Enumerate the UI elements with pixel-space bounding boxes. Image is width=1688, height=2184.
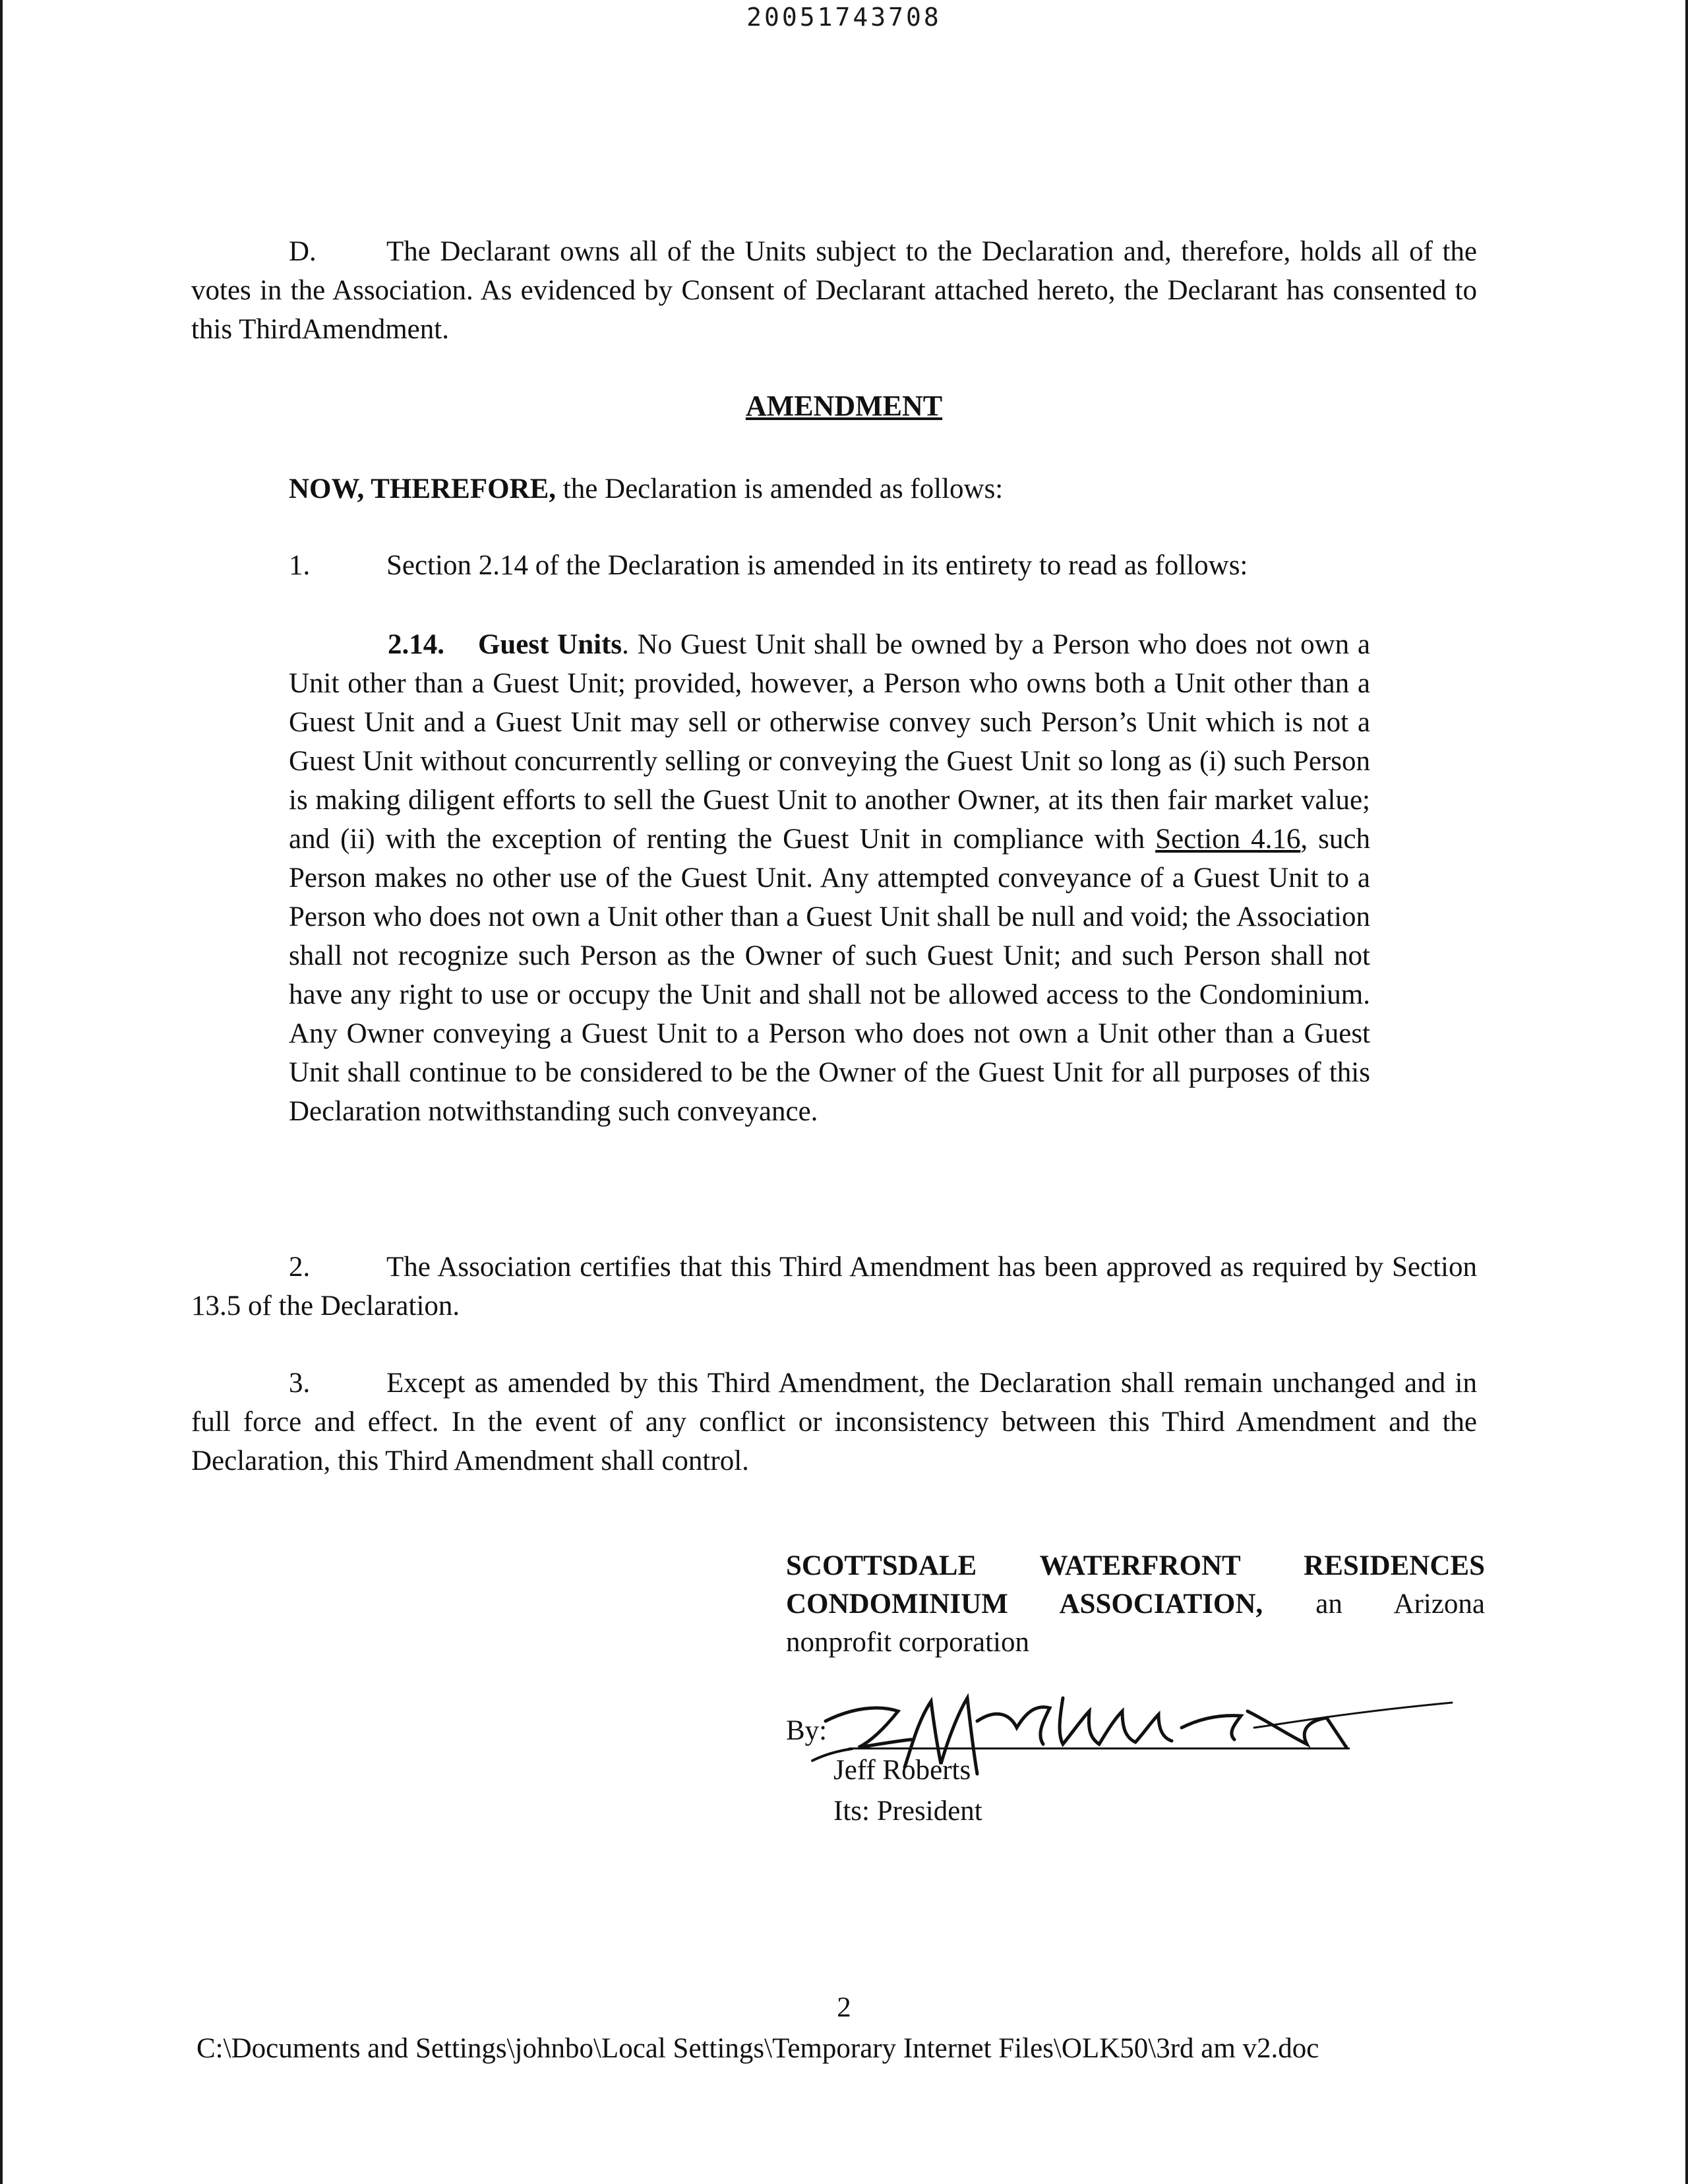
paragraph-d-text: The Declarant owns all of the Units subject to the Declaration and, therefore, holds all of the votes in the Association. As evidenced by Consent of Declarant attached hereto, the Declarant has consented to this ThirdAmendment.	[191, 236, 1477, 345]
entity-name-line2-bold: CONDOMINIUM ASSOCIATION,	[786, 1589, 1263, 1620]
item-2-number: 2.	[289, 1252, 311, 1283]
section-2-14-quote	[289, 625, 1370, 1131]
paragraph-d-label: D.	[289, 236, 316, 267]
entity-name-line2-rest: an Arizona	[1263, 1589, 1486, 1620]
section-2-14-text-after: , such Person makes no other use of the Guest Unit. Any attempted conveyance of a Guest Unit to a Person who does not own a Unit other than a Guest Unit shall be null and void; the Association shall not recognize such Person as the Owner of such Guest Unit; and such Person shall not have any right to use or occupy the Unit and shall not be allowed access to the Condominium. Any Owner conveying a Guest Unit to a Person who does not own a Unit other than a Guest Unit shall continue to be considered to be the Owner of the Guest Unit for all purposes of this Declaration notwithstanding such conveyance.	[289, 824, 1370, 1127]
signature-block	[786, 1547, 1485, 1662]
page-edge-left	[0, 0, 3, 2184]
recording-number: 20051743708	[746, 3, 942, 32]
item-1-text: Section 2.14 of the Declaration is amended in its entirety to read as follows:	[386, 550, 1248, 581]
entity-name-line2	[786, 1585, 1485, 1623]
signer-title: Its: President	[833, 1796, 982, 1827]
item-2	[191, 1248, 1477, 1325]
page-number: 2	[837, 1992, 851, 2023]
signer-name: Jeff Roberts	[833, 1755, 971, 1786]
signature-area	[786, 1682, 1485, 1827]
item-1	[289, 546, 1248, 585]
page-edge-right	[1685, 0, 1688, 2184]
paragraph-d	[191, 232, 1477, 349]
section-2-14-text-before: . No Guest Unit shall be owned by a Person who does not own a Unit other than a Guest Unit; provided, however, a Person who owns both a Unit other than a Guest Unit and a Guest Unit may sell or otherwise convey such Person’s Unit which is not a Guest Unit without concurrently selling or conveying the Guest Unit so long as (i) such Person is making diligent efforts to sell the Guest Unit to another Owner, at its then fair market value; and (ii) with the exception of renting the Guest Unit in compliance with	[289, 629, 1371, 855]
item-1-number: 1.	[289, 550, 311, 581]
section-4-16-reference: Section 4.16	[1155, 824, 1301, 855]
entity-name-line1: SCOTTSDALE WATERFRONT RESIDENCES	[786, 1550, 1485, 1581]
section-2-14-title: Guest Units	[477, 629, 622, 660]
by-label: By:	[786, 1715, 828, 1746]
item-3-number: 3.	[289, 1368, 311, 1399]
amendment-heading: AMENDMENT	[745, 390, 943, 422]
now-therefore-bold: NOW, THEREFORE,	[289, 473, 557, 504]
section-2-14-number: 2.14.	[388, 629, 444, 660]
entity-type: nonprofit corporation	[786, 1627, 1029, 1658]
now-therefore-clause	[289, 470, 1003, 508]
item-2-text: The Association certifies that this Third Amendment has been approved as required by Section 13.5 of the Declaration.	[191, 1252, 1477, 1321]
now-therefore-text: the Declaration is amended as follows:	[556, 473, 1004, 504]
item-3-text: Except as amended by this Third Amendment, the Declaration shall remain unchanged and in full force and effect. In the event of any conflict or inconsistency between this Third Amendment and the Declaration, this Third Amendment shall control.	[191, 1368, 1477, 1476]
file-path-footer: C:\Documents and Settings\johnbo\Local Settings\Temporary Internet Files\OLK50\3rd am v2.doc	[196, 2033, 1319, 2064]
item-3	[191, 1364, 1477, 1480]
